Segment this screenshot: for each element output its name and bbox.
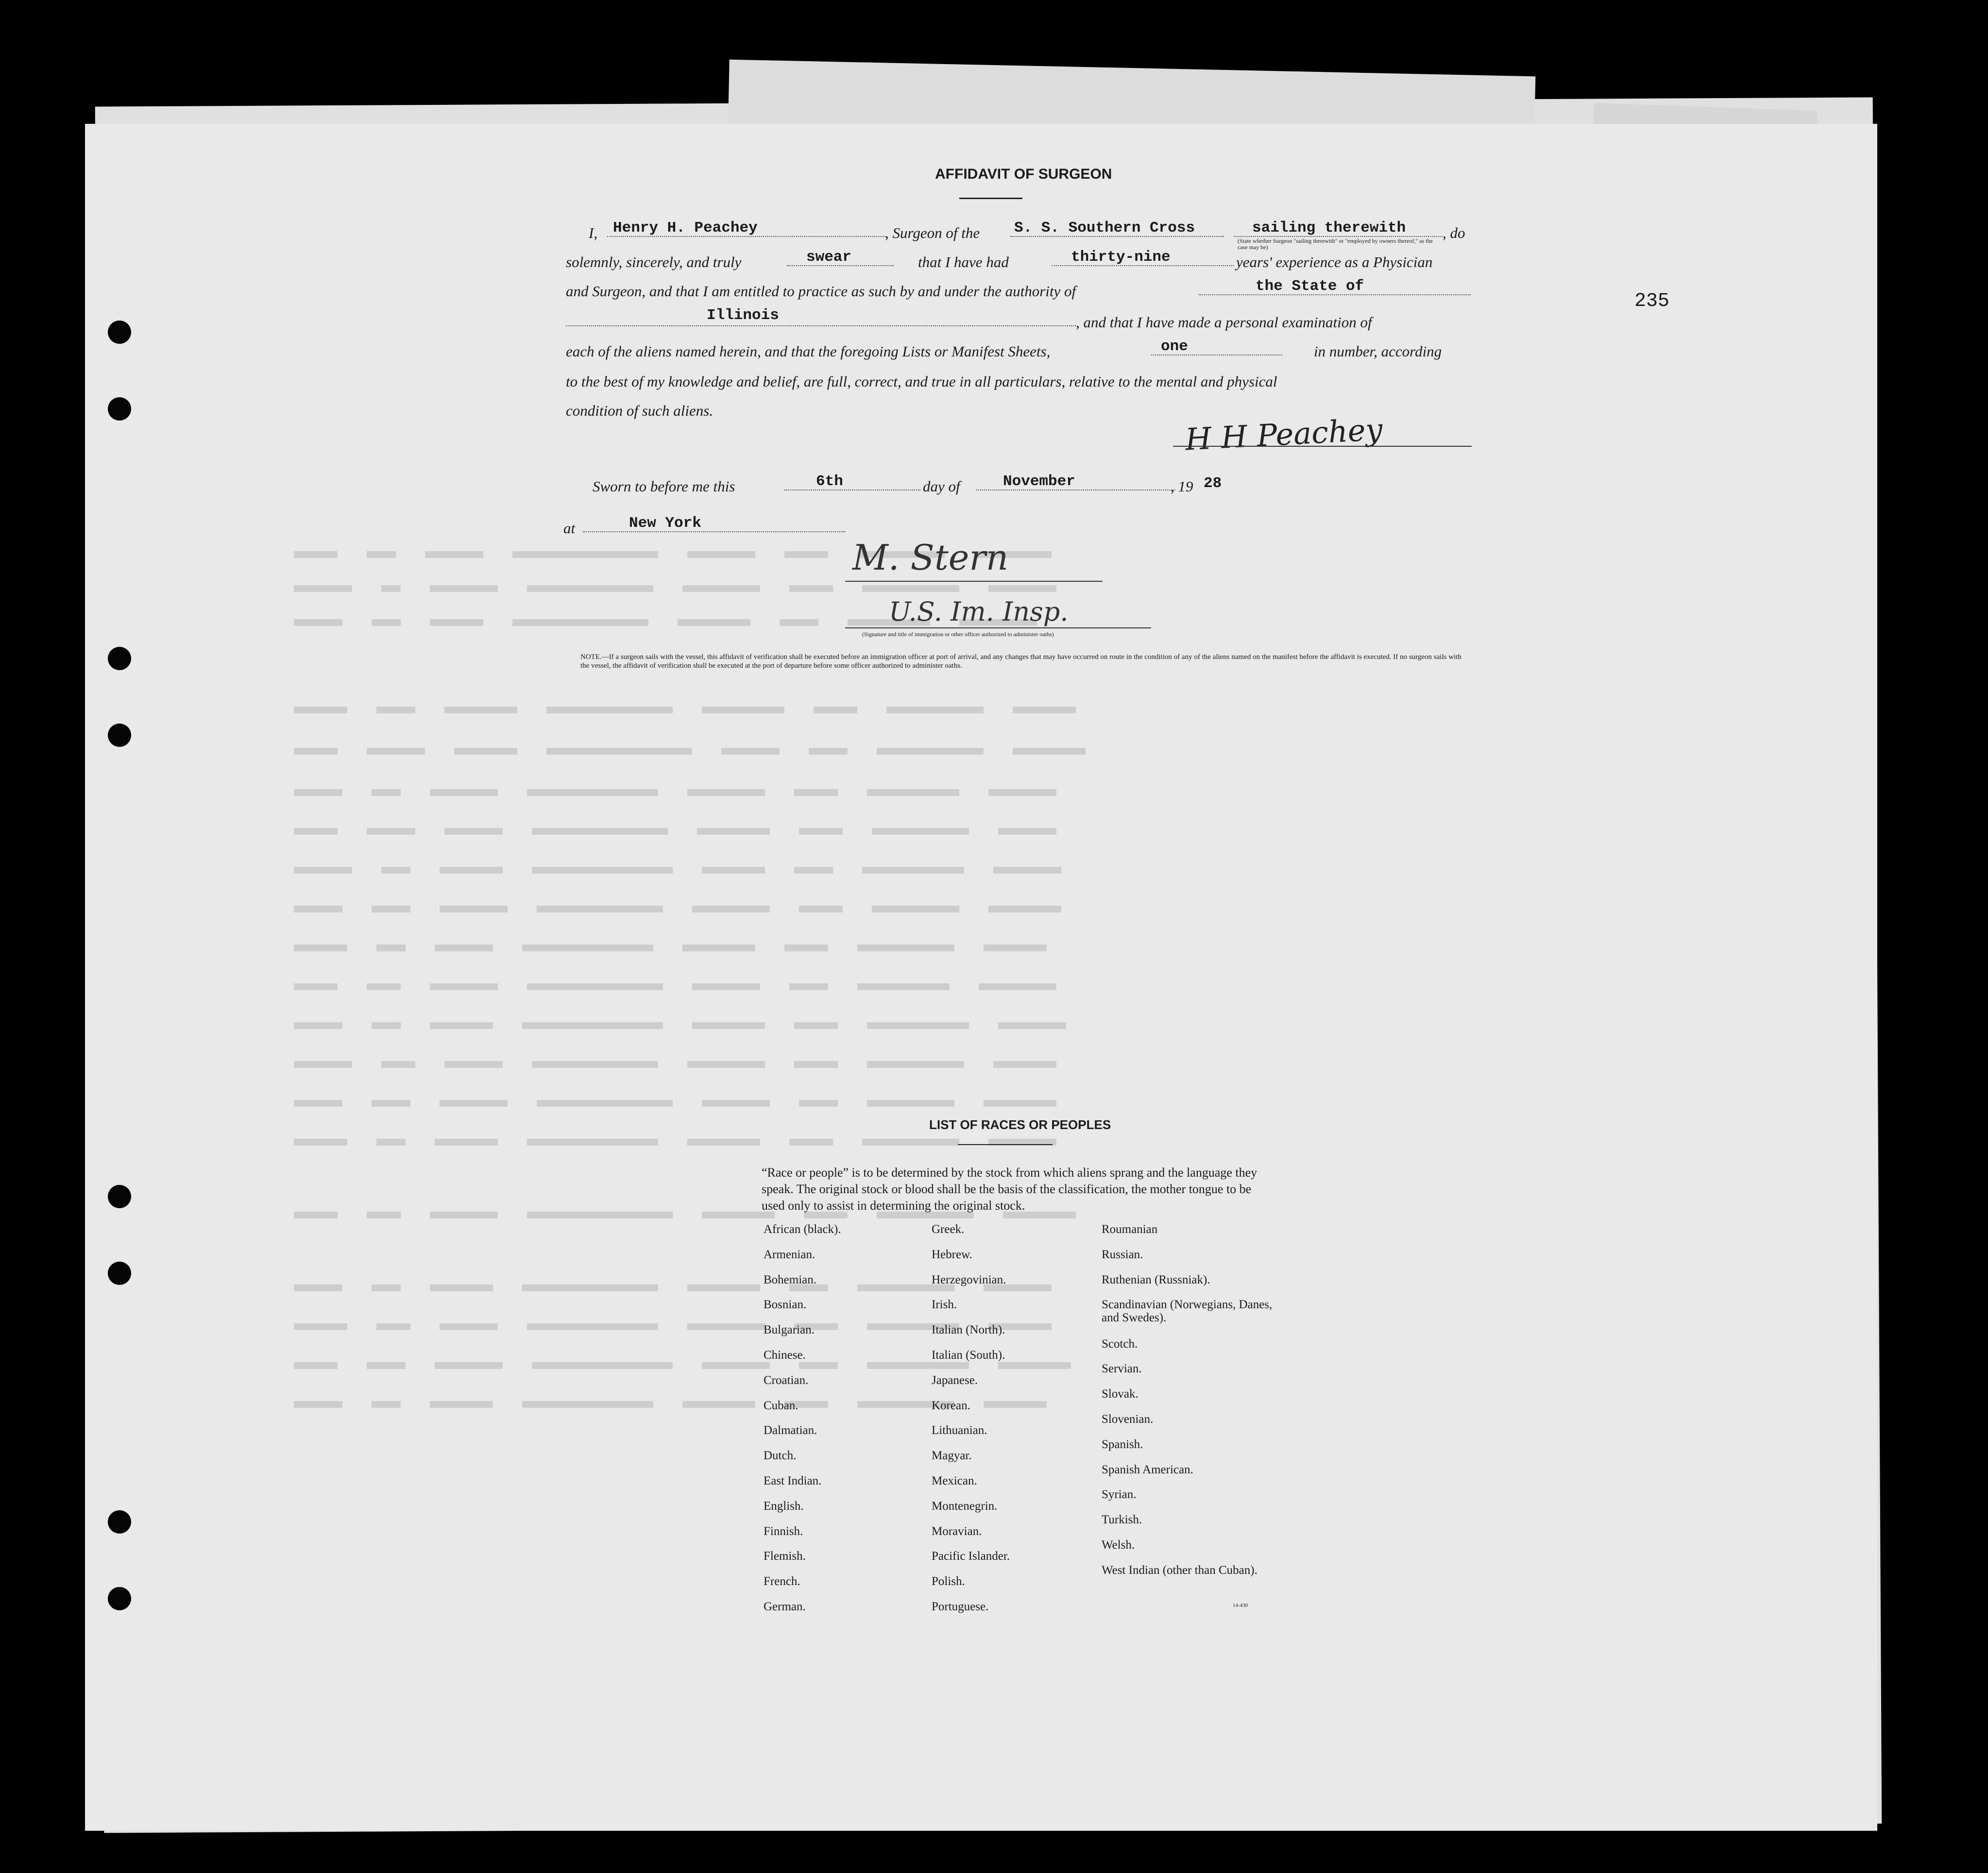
officer-signature-line [845, 581, 1103, 582]
day-of-label: day of [923, 478, 960, 495]
race-item: Magyar. [932, 1449, 972, 1462]
surgeon-name: Henry H. Peachey [613, 219, 758, 236]
punch-hole [108, 1185, 131, 1208]
years-experience: thirty-nine [1071, 249, 1171, 266]
race-item: Herzegovinian. [932, 1273, 1006, 1286]
field-line [784, 489, 920, 490]
race-item: Moravian. [932, 1525, 982, 1538]
do-label: , do [1443, 224, 1465, 241]
sheet-count: one [1161, 338, 1188, 355]
bleed-through-row [294, 748, 1848, 757]
affidavit-title: AFFIDAVIT OF SURGEON [935, 166, 1112, 182]
race-item: Spanish. [1102, 1438, 1143, 1451]
race-item: Pacific Islander. [932, 1550, 1010, 1563]
officer-title-line [845, 627, 1151, 628]
bleed-through-row [294, 619, 1848, 628]
race-item: Croatian. [764, 1374, 809, 1387]
condition-line: condition of such aliens. [566, 402, 714, 419]
examination-line: , and that I have made a personal examination of [1076, 314, 1372, 331]
bleed-through-row [294, 585, 1848, 594]
authority-value-2: Illinois [707, 307, 779, 324]
oath-line-end: years' experience as a Physician [1236, 253, 1433, 270]
race-item: African (black). [764, 1223, 841, 1236]
punch-hole [108, 1262, 131, 1285]
oath-line-start: solemnly, sincerely, and truly [566, 253, 742, 270]
oath-type: swear [806, 249, 852, 266]
bleed-through-row [294, 983, 1848, 992]
race-item: Japanese. [932, 1374, 978, 1387]
race-item: Slovak. [1102, 1387, 1138, 1401]
race-item: Russian. [1102, 1248, 1143, 1261]
race-item: Slovenian. [1102, 1413, 1154, 1426]
bleed-through-row [294, 1401, 1848, 1410]
i-label: I, [589, 224, 598, 241]
at-label: at [563, 520, 576, 537]
bleed-through-row [294, 1284, 1848, 1293]
race-item: Italian (South). [932, 1349, 1005, 1362]
sworn-month: November [1003, 473, 1075, 490]
affidavit-note: NOTE.—If a surgeon sails with the vessel, this affidavit of verification shall be executed before an immigration officer at port of arrival, and any changes that may have occurred on route in the condition of any of the aliens named on the manifest before the affidavit is executed. If no surgeon sails with the vessel, the affidavit of verification shall be executed at the port of departure before some officer authorized to administer oaths. [580, 653, 1461, 670]
race-item: Flemish. [764, 1550, 806, 1563]
bleed-through-title [245, 299, 1872, 340]
surgeon-signature: H H Peachey [1184, 411, 1384, 457]
sworn-label: Sworn to before me this [593, 478, 735, 495]
sheets-line-start: each of the aliens named herein, and that the foregoing Lists or Manifest Sheets, [566, 343, 1051, 360]
bleed-through-row [294, 828, 1848, 837]
race-item: Korean. [932, 1399, 970, 1412]
race-item: Cuban. [764, 1399, 799, 1412]
race-item: Polish. [932, 1575, 965, 1588]
field-line [566, 325, 1076, 326]
vessel-name: S. S. Southern Cross [1014, 219, 1195, 236]
punch-hole [108, 321, 131, 344]
race-item: Dalmatian. [764, 1424, 817, 1437]
races-intro: “Race or people” is to be determined by the stock from which aliens sprang and the language they speak. The original stock or blood shall be the basis of the classification, the mother tongue to be used only to assist in determining the original stock. [762, 1165, 1257, 1213]
race-item: Bohemian. [764, 1273, 817, 1286]
race-item: West Indian (other than Cuban). [1102, 1564, 1257, 1577]
oath-line-mid: that I have had [918, 253, 1009, 270]
bleed-through-row [294, 1362, 1848, 1371]
bleed-through-row [294, 1022, 1848, 1031]
punch-hole [108, 647, 131, 670]
race-item: Portuguese. [932, 1600, 989, 1613]
race-item: Chinese. [764, 1349, 806, 1362]
race-item: Greek. [932, 1223, 965, 1236]
bleed-through-row [294, 1061, 1848, 1070]
surgeon-of-label: , Surgeon of the [885, 224, 980, 241]
race-item: Ruthenian (Russniak). [1102, 1273, 1210, 1286]
race-item: Armenian. [764, 1248, 816, 1261]
race-item: Montenegrin. [932, 1500, 998, 1513]
bleed-through-row [294, 867, 1848, 876]
officer-title: U.S. Im. Insp. [889, 596, 1069, 627]
race-item: Scotch. [1102, 1337, 1138, 1350]
sworn-place: New York [629, 515, 701, 532]
race-item: Bosnian. [764, 1298, 807, 1311]
sailing-note: (State whether Surgeon "sailing therewith" or "employed by owners thereof," as the case may be) [1238, 237, 1433, 251]
page-number: 235 [1634, 290, 1670, 312]
bleed-through-row [294, 945, 1848, 953]
title-rule [959, 198, 1022, 199]
bleed-through-row [294, 551, 1848, 560]
bleed-through-row [294, 707, 1848, 715]
bleed-through-row [294, 1100, 1848, 1109]
race-item: Finnish. [764, 1525, 803, 1538]
punch-hole [108, 1587, 131, 1610]
punch-hole [108, 397, 131, 421]
race-item: German. [764, 1600, 806, 1613]
officer-signature: M. Stern [852, 537, 1009, 578]
sworn-day: 6th [816, 473, 843, 490]
race-item: Italian (North). [932, 1323, 1005, 1336]
punch-hole [108, 724, 131, 747]
race-item: East Indian. [764, 1474, 822, 1487]
sailing-status: sailing therewith [1252, 219, 1406, 236]
form-number: 14-430 [1233, 1603, 1248, 1608]
punch-hole [108, 1510, 131, 1534]
race-item: Roumanian [1102, 1223, 1158, 1236]
year-prefix: , 19 [1171, 478, 1193, 495]
race-item: Hebrew. [932, 1248, 972, 1261]
bleed-through-row [294, 1323, 1848, 1332]
belief-line: to the best of my knowledge and belief, are full, correct, and true in all particulars, relative to the mental and physical [566, 373, 1277, 390]
race-item: Mexican. [932, 1474, 977, 1487]
races-title-rule [958, 1144, 1053, 1145]
authority-value-1: the State of [1256, 278, 1364, 295]
race-item: Lithuanian. [932, 1424, 987, 1437]
races-title: LIST OF RACES OR PEOPLES [929, 1117, 1111, 1132]
race-item: Turkish. [1102, 1513, 1142, 1526]
bleed-through-row [294, 789, 1848, 798]
race-item: Irish. [932, 1298, 957, 1311]
authority-line: and Surgeon, and that I am entitled to practice as such by and under the authority of [566, 283, 1076, 300]
bleed-through-row [294, 906, 1848, 914]
race-item: Dutch. [764, 1449, 797, 1462]
race-item: Servian. [1102, 1362, 1142, 1375]
field-line [583, 531, 845, 532]
race-item: Spanish American. [1102, 1463, 1193, 1476]
year-suffix: 28 [1204, 475, 1222, 492]
race-item: French. [764, 1575, 800, 1588]
race-item: Bulgarian. [764, 1323, 815, 1336]
race-item: Scandinavian (Norwegians, Danes, and Swedes). [1102, 1298, 1273, 1324]
signature-line [1173, 446, 1472, 447]
race-item: Syrian. [1102, 1488, 1137, 1501]
bleed-through-row [294, 1139, 1848, 1147]
race-item: English. [764, 1500, 804, 1513]
race-item: Welsh. [1102, 1538, 1135, 1552]
officer-caption: (Signature and title of immigration or other officer authorized to administer oaths) [862, 631, 1054, 638]
sheets-line-end: in number, according [1314, 343, 1442, 360]
